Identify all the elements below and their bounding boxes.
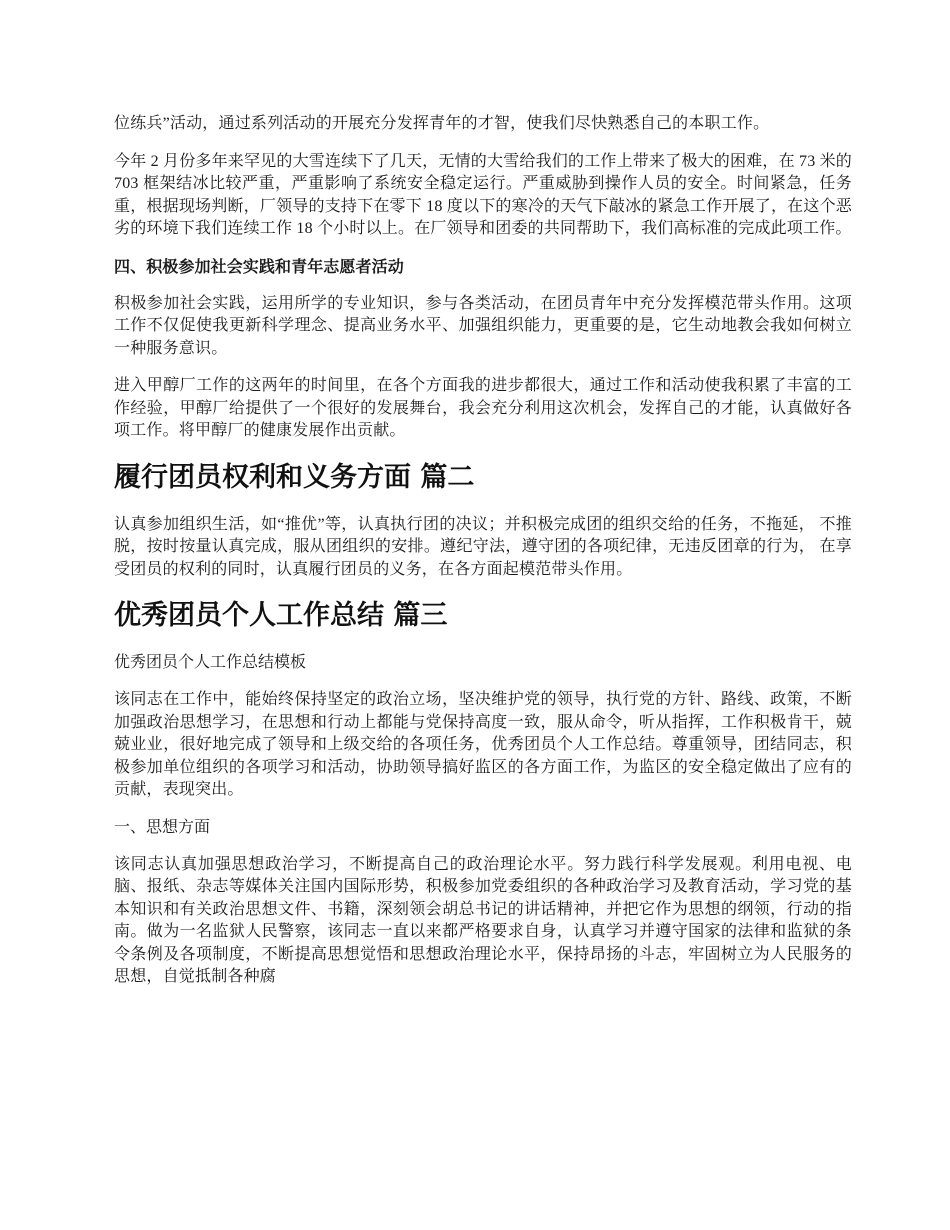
template-title: 优秀团员个人工作总结模板 [114,654,307,671]
heading-part-three: 优秀团员个人工作总结 篇三 [114,600,448,631]
paragraph-social-practice: 积极参加社会实践，运用所学的专业知识，参与各类活动，在团员青年中充分发挥模范带头作用。这项工作不仅促使我更新科学理念、提高业务水平、加强组织能力，更重要的是，它生动地教会我如何树立一种服务意识。 [114,294,852,357]
subheading-social-practice: 四、积极参加社会实践和青年志愿者活动 [114,256,404,276]
paragraph-summary: 该同志在工作中，能始终保持坚定的政治立场，坚决维护党的领导，执行党的方针、路线、政策，不断加强政治思想学习，在思想和行动上都能与党保持高度一致，服从命令，听从指挥，工作积极肯干，兢兢业业，很好地完成了领导和上级交给的各项任务，优秀团员个人工作总结。尊重领导，团结同志，积极参加单位组织的各项学习和活动，协助领导搞好监区的各方面工作，为监区的安全稳定做出了应有的贡献，表现突出。 [114,691,852,798]
paragraph-intro: 位练兵”活动，通过系列活动的开展充分发挥青年的才智，使我们尽快熟悉自己的本职工作。 [114,115,770,132]
document-page [114,113,852,1004]
subheading-ideology: 一、思想方面 [114,818,211,836]
paragraph-methanol-plant: 进入甲醇厂工作的这两年的时间里，在各个方面我的进步都很大，通过工作和活动使我积累了丰富的工作经验，甲醇厂给提供了一个很好的发展舞台，我会充分利用这次机会，发挥自己的才能，认真做好各项工作。将甲醇厂的健康发展作出贡献。 [114,377,852,439]
paragraph-snow-work: 今年 2 月份多年来罕见的大雪连续下了几天，无情的大雪给我们的工作上带来了极大的困难，在 73 米的 703 框架结冰比较严重，严重影响了系统安全稳定运行。严重威胁到操作人员的安全。时间紧急，任务重，根据现场判断，厂领导的支持下在零下 18 度以下的寒冷的天气下敲冰的紧急工作开展了，在这个恶劣的环境下我们连续工作 18 个小时以上。在厂领导和团委的共同帮助下，我们高标准的完成此项工作。 [114,152,853,237]
paragraph-member-duties: 认真参加组织生活，如“推优”等，认真执行团的决议；并积极完成团的组织交给的任务，不拖延， 不推脱，按时按量认真完成，服从团组织的安排。遵纪守法，遵守团的各项纪律，无违反团章的行为， 在享受团员的权利的同时，认真履行团员的义务，在各方面起模范带头作用。 [114,515,852,578]
heading-part-two: 履行团员权利和义务方面 篇二 [114,461,475,493]
paragraph-ideology: 该同志认真加强思想政治学习，不断提高自己的政治理论水平。努力践行科学发展观。利用电视、电脑、报纸、杂志等媒体关注国内国际形势，积极参加党委组织的各种政治学习及教育活动，学习党的基本知识和有关政治思想文件、书籍，深刻领会胡总书记的讲话精神，并把它作为思想的纲领，行动的指南。做为一名监狱人民警察，该同志一直以来都严格要求自身，认真学习并遵守国家的法律和监狱的条令条例及各项制度，不断提高思想觉悟和思想政治理论水平，保持昂扬的斗志，牢固树立为人民服务的思想，自觉抵制各种腐 [114,855,852,985]
